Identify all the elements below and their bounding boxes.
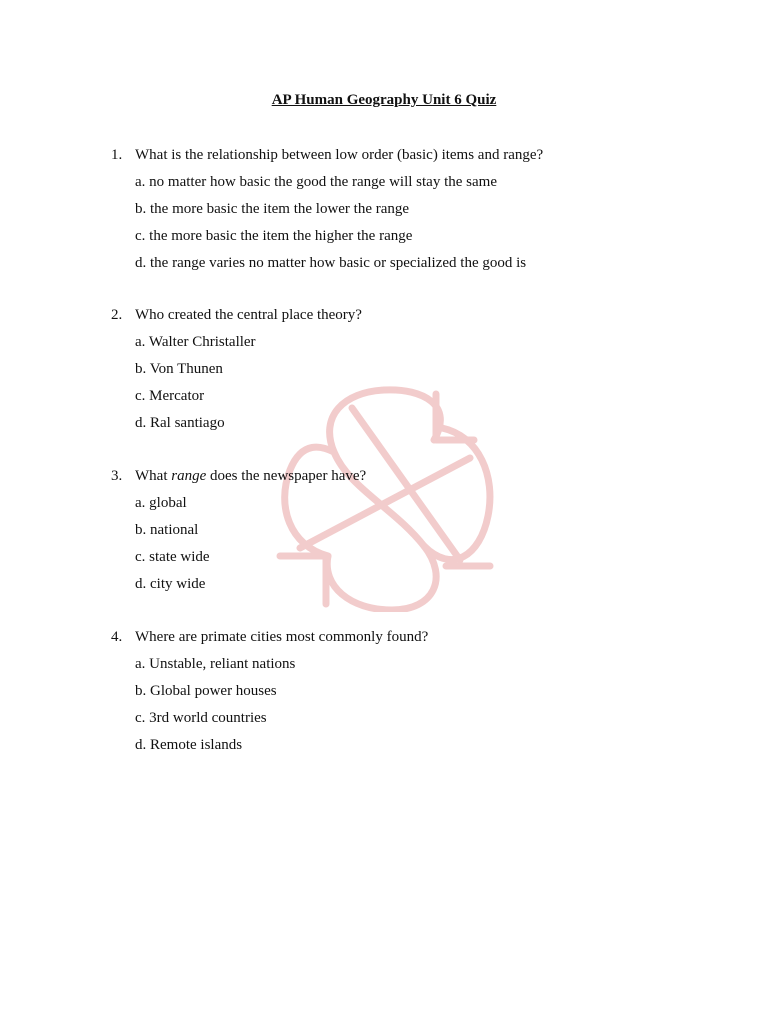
answer-option-b: b. Global power houses — [135, 683, 277, 699]
question-4 — [111, 628, 671, 754]
answer-option-d: d. Ral santiago — [135, 415, 225, 431]
answer-option-c: c. 3rd world countries — [135, 710, 267, 726]
question-text-after: does the newspaper have? — [206, 468, 367, 484]
answer-option-d: d. city wide — [135, 576, 206, 592]
answer-option-a: a. no matter how basic the good the range will stay the same — [135, 174, 497, 190]
question-text: What is the relationship between low order (basic) items and range? — [135, 147, 544, 163]
question-3 — [111, 467, 671, 593]
answer-option-b: b. Von Thunen — [135, 361, 223, 377]
answer-option-d: d. the range varies no matter how basic or specialized the good is — [135, 255, 527, 271]
question-1-prompt — [111, 146, 671, 164]
question-number: 3. — [111, 468, 123, 484]
question-3-prompt — [111, 467, 671, 485]
answer-option-b: b. national — [135, 522, 199, 538]
answer-option-d: d. Remote islands — [135, 737, 243, 753]
question-text-emphasis: range — [171, 468, 207, 484]
question-4-prompt — [111, 628, 671, 646]
answer-option-a: a. Walter Christaller — [135, 334, 256, 350]
question-2-prompt — [111, 306, 671, 324]
answer-option-b: b. the more basic the item the lower the range — [135, 201, 410, 217]
question-text: Who created the central place theory? — [135, 307, 362, 323]
question-1 — [111, 146, 671, 272]
answer-option-a: a. global — [135, 495, 187, 511]
question-text — [135, 467, 366, 485]
question-text-before: What — [135, 468, 172, 484]
answer-option-c: c. Mercator — [135, 388, 205, 404]
question-number: 4. — [111, 629, 123, 645]
quiz-title: AP Human Geography Unit 6 Quiz — [271, 92, 497, 108]
question-number: 1. — [111, 147, 123, 163]
question-text: Where are primate cities most commonly found? — [135, 629, 429, 645]
question-number: 2. — [111, 307, 123, 323]
answer-option-a: a. Unstable, reliant nations — [135, 656, 296, 672]
answer-option-c: c. the more basic the item the higher the range — [135, 228, 413, 244]
answer-option-c: c. state wide — [135, 549, 210, 565]
question-2 — [111, 306, 671, 432]
